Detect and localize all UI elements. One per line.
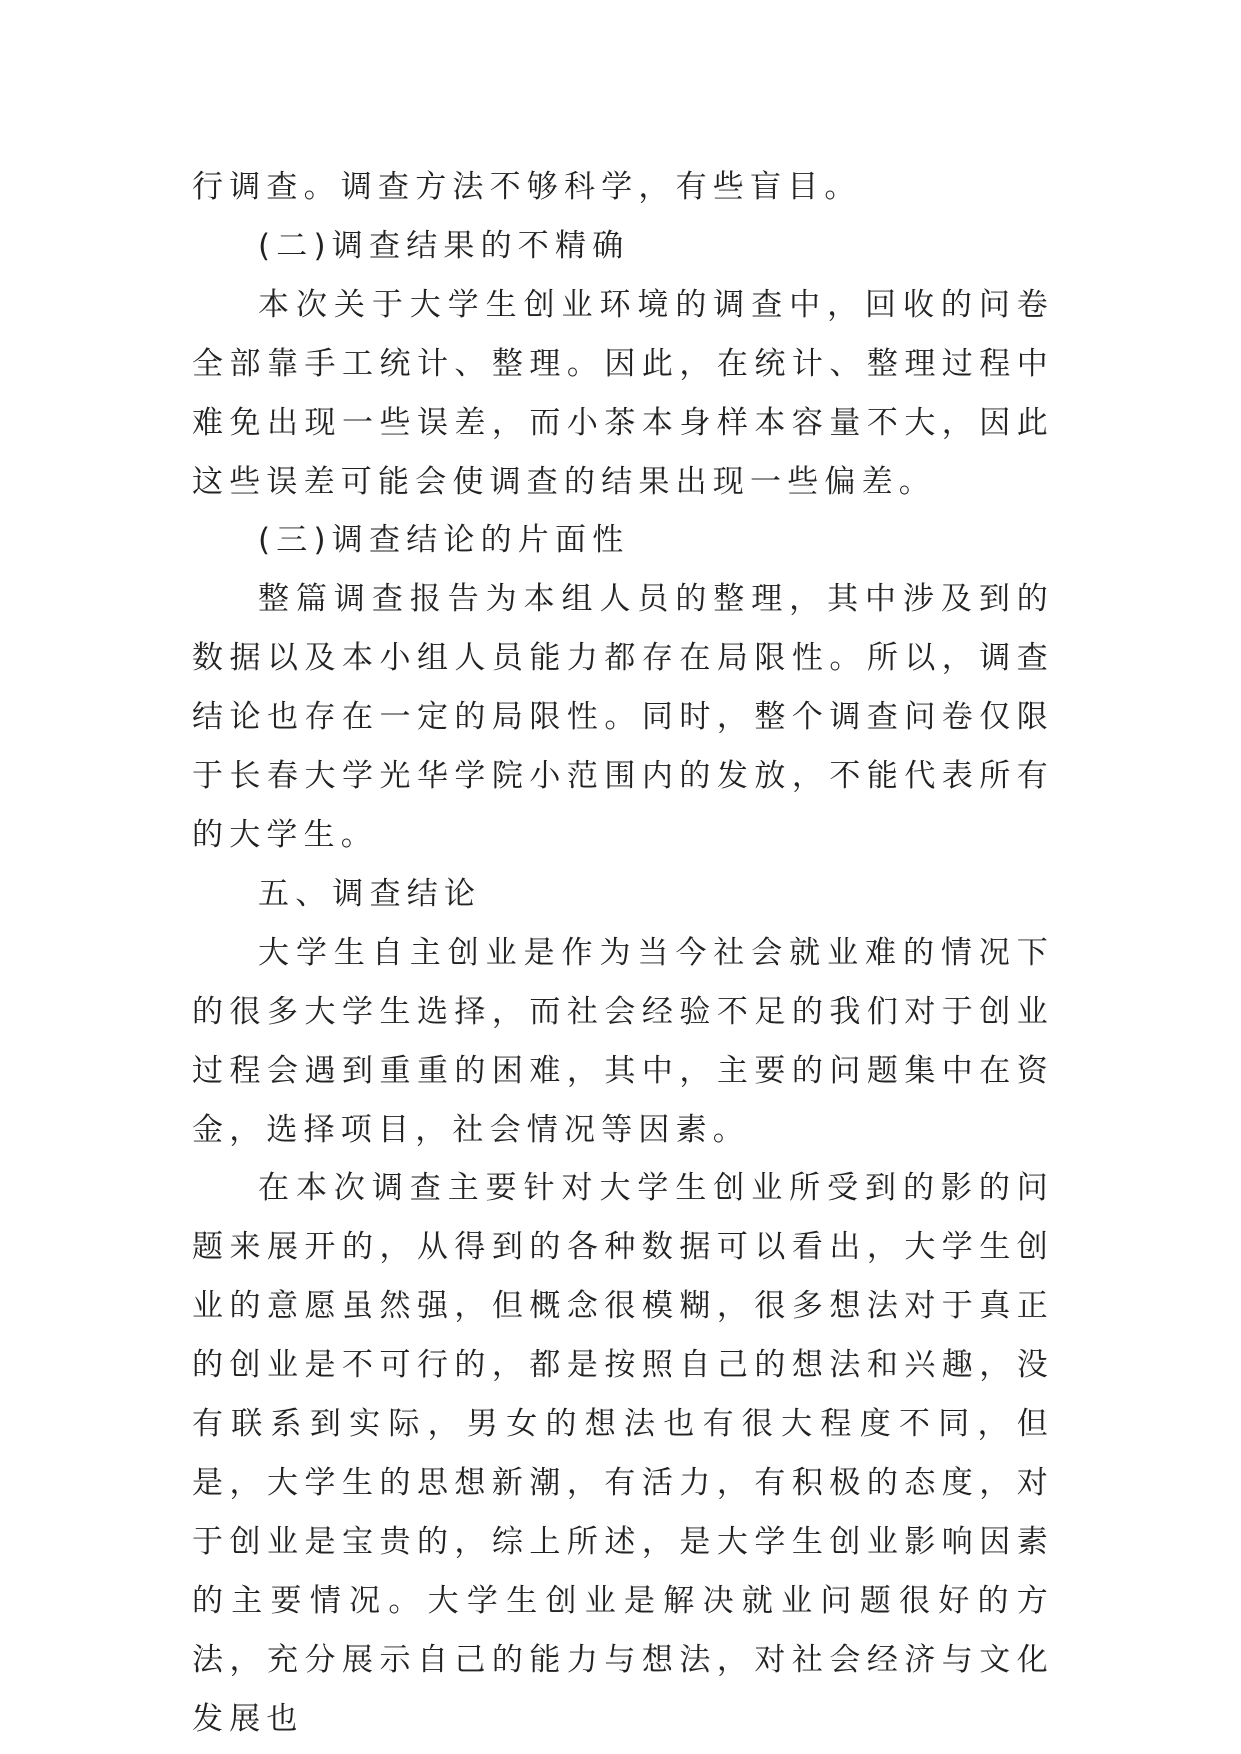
paragraph: 整篇调查报告为本组人员的整理，其中涉及到的数据以及本小组人员能力都存在局限性。所以，调查结论也存在一定的局限性。同时，整个调查问卷仅限于长春大学光华学院小范围内的发放，不能代表所有的大学生。 (192, 581, 1054, 853)
paragraph-continuation: 行调查。调查方法不够科学，有些盲目。 (192, 169, 862, 205)
paragraph: 在本次调查主要针对大学生创业所受到的影的问题来展开的，从得到的各种数据可以看出，大学生创业的意愿虽然强，但概念很模糊，很多想法对于真正的创业是不可行的，都是按照自己的想法和兴趣，没有联系到实际，男女的想法也有很大程度不同，但是，大学生的思想新潮，有活力，有积极的态度，对于创业是宝贵的，综上所述，是大学生创业影响因素的主要情况。大学生创业是解决就业问题很好的方法，充分展示自己的能力与想法，对社会经济与文化发展也 (192, 1170, 1054, 1737)
section-heading-2: (二)调查结果的不精确 (258, 227, 630, 264)
paragraph: 大学生自主创业是作为当今社会就业难的情况下的很多大学生选择，而社会经验不足的我们对于创业过程会遇到重重的困难，其中，主要的问题集中在资金，选择项目，社会情况等因素。 (192, 934, 1054, 1148)
paragraph: 本次关于大学生创业环境的调查中，回收的问卷全部靠手工统计、整理。因此，在统计、整理过程中难免出现一些误差，而小茶本身样本容量不大，因此这些误差可能会使调查的结果出现一些偏差。 (192, 286, 1054, 500)
document-body (192, 158, 1054, 1748)
section-heading-5: 五、调查结论 (258, 875, 482, 912)
section-heading-3: (三)调查结论的片面性 (258, 522, 630, 559)
